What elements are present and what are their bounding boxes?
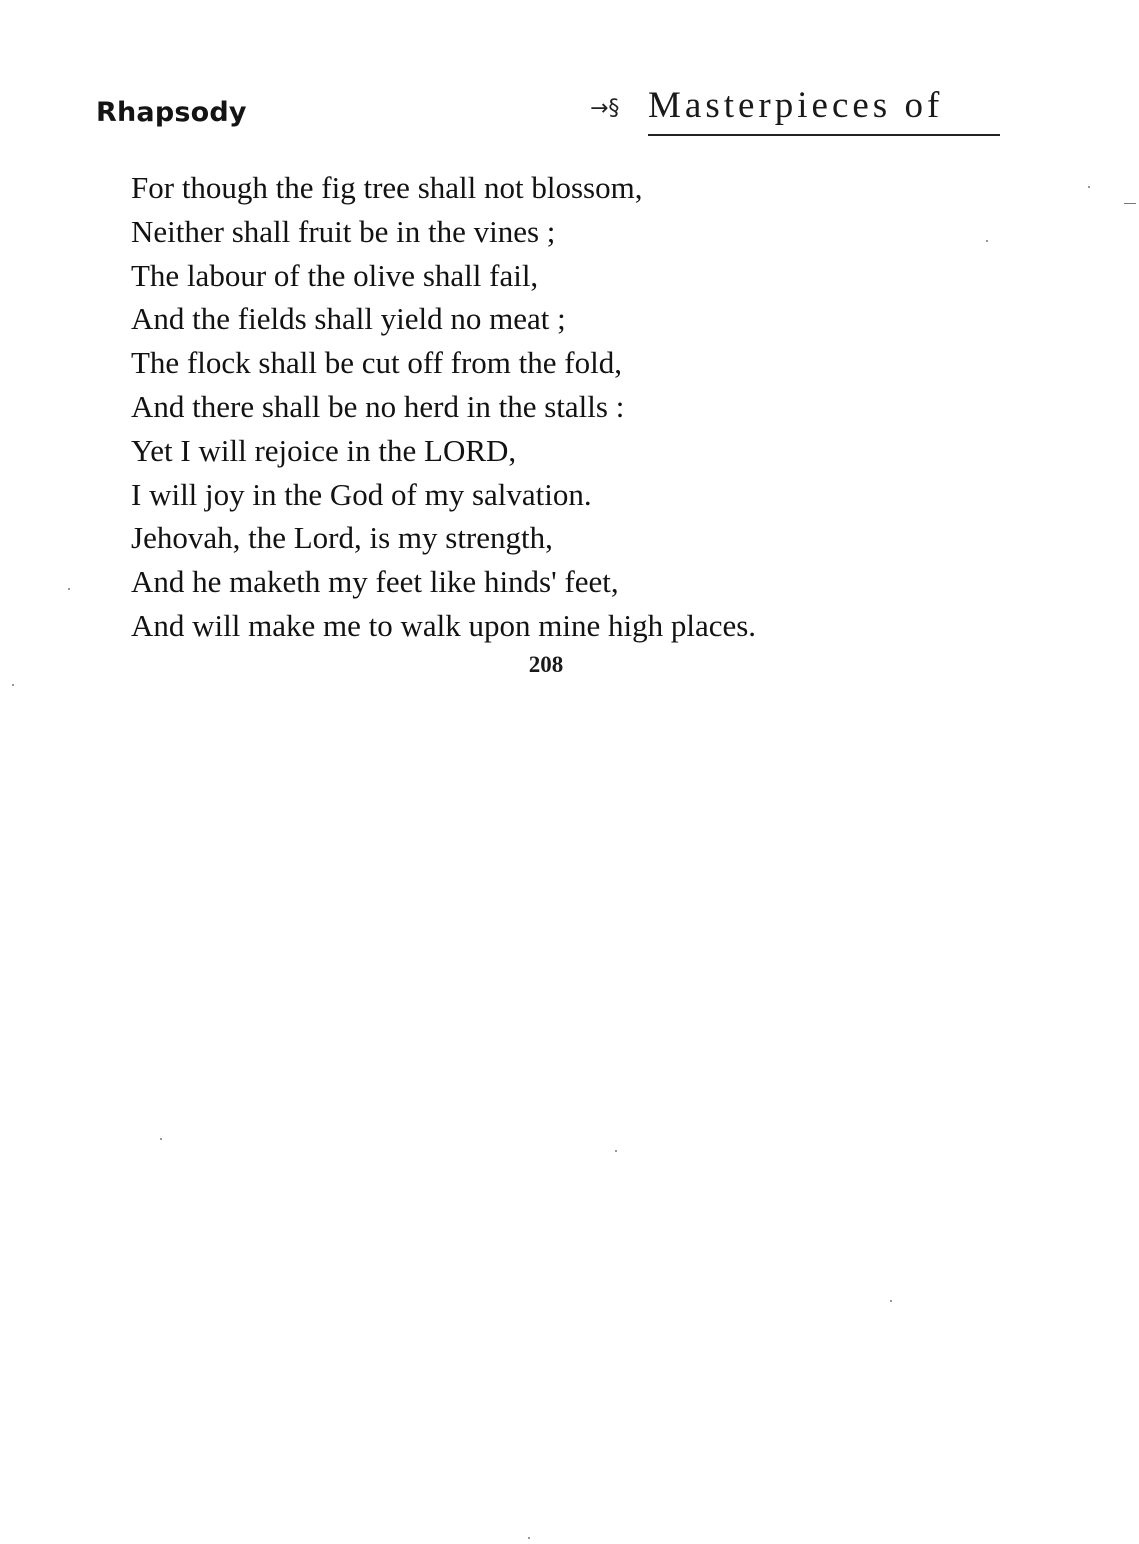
poem-line: Yet I will rejoice in the LORD, xyxy=(131,432,517,468)
page-number: 208 xyxy=(528,652,564,677)
scan-speck xyxy=(528,1537,530,1539)
poem-line: The labour of the olive shall fail, xyxy=(131,257,539,293)
scan-speck xyxy=(615,1150,617,1152)
poem-line: And there shall be no herd in the stalls : xyxy=(131,388,625,424)
scan-speck xyxy=(890,1300,892,1302)
scan-speck xyxy=(12,684,14,686)
title-underline xyxy=(648,134,1000,136)
poem-line: And the fields shall yield no meat ; xyxy=(131,301,566,337)
scan-speck xyxy=(1124,203,1136,204)
poem-line: I will joy in the God of my salvation. xyxy=(131,476,592,512)
poem-line: Neither shall fruit be in the vines ; xyxy=(131,213,556,249)
poem-line: Jehovah, the Lord, is my strength, xyxy=(131,520,553,556)
scan-speck xyxy=(986,240,988,242)
poem-line: For though the fig tree shall not blossom, xyxy=(131,170,643,205)
running-head xyxy=(590,84,1002,138)
section-label: Rhapsody xyxy=(96,97,247,128)
scan-speck xyxy=(1088,186,1090,188)
poem-line: And will make me to walk upon mine high places. xyxy=(131,607,757,643)
poem-line: The flock shall be cut off from the fold, xyxy=(131,345,622,381)
scan-speck xyxy=(160,1138,162,1140)
scan-speck xyxy=(68,588,70,590)
book-title: Masterpieces of xyxy=(648,85,944,126)
poem xyxy=(131,166,756,648)
poem-line: And he maketh my feet like hinds' feet, xyxy=(131,564,619,600)
ornament-icon: →§ xyxy=(590,96,620,121)
